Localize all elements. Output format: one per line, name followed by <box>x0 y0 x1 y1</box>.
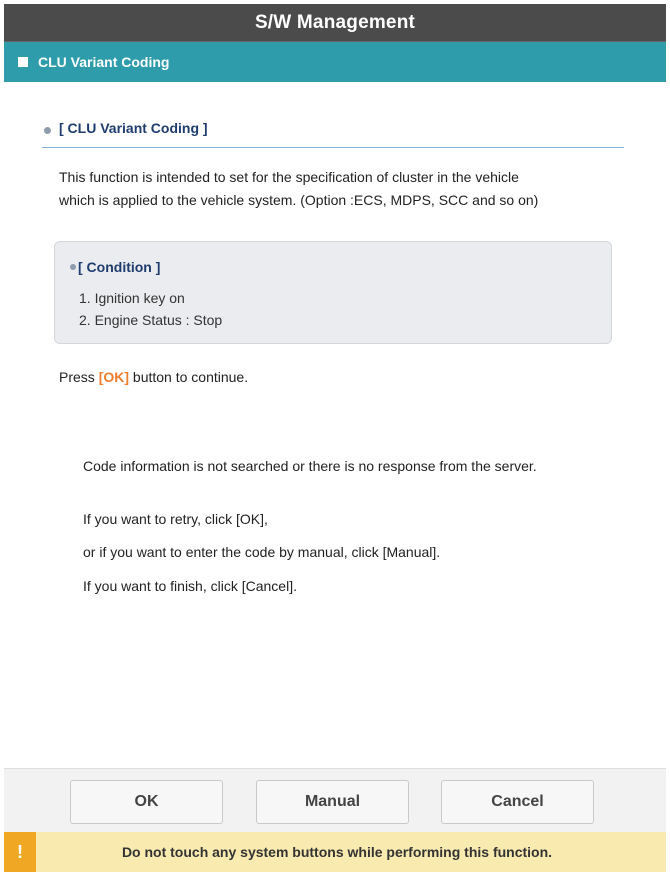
warning-icon: ! <box>4 832 36 872</box>
bullet-dot-icon <box>44 127 51 134</box>
button-footer <box>4 768 666 832</box>
section-header <box>42 120 624 148</box>
message-line-4: If you want to finish, click [Cancel]. <box>83 578 297 594</box>
subheader-bar <box>4 42 666 82</box>
bullet-dot-icon <box>70 264 76 270</box>
continue-instruction <box>59 369 248 385</box>
ok-button[interactable]: OK <box>70 780 223 824</box>
condition-box <box>54 241 612 344</box>
message-line-2: If you want to retry, click [OK], <box>83 511 268 527</box>
function-description <box>59 166 629 212</box>
section-title: [ CLU Variant Coding ] <box>59 120 208 136</box>
cancel-button[interactable]: Cancel <box>441 780 594 824</box>
manual-button[interactable]: Manual <box>256 780 409 824</box>
condition-title: [ Condition ] <box>78 259 161 275</box>
instruction-prefix: Press <box>59 369 99 385</box>
subheader-label: CLU Variant Coding <box>38 54 170 70</box>
content-area <box>4 82 666 768</box>
condition-list <box>79 287 222 331</box>
warning-bar <box>4 832 666 872</box>
condition-item: 2. Engine Status : Stop <box>79 312 223 328</box>
square-bullet-icon <box>18 57 28 67</box>
condition-item: 1. Ignition key on <box>79 290 185 306</box>
window-title: S/W Management <box>254 11 416 33</box>
message-line-1: Code information is not searched or there is no response from the server. <box>83 458 537 474</box>
instruction-ok-highlight: [OK] <box>98 369 130 385</box>
description-line-1: This function is intended to set for the specification of cluster in the vehicle <box>59 169 519 185</box>
warning-text: Do not touch any system buttons while performing this function. <box>121 844 553 860</box>
window-title-bar <box>4 4 666 42</box>
instruction-suffix: button to continue. <box>129 369 249 385</box>
condition-header <box>70 259 160 275</box>
description-line-2: which is applied to the vehicle system. (Option :ECS, MDPS, SCC and so on) <box>59 192 539 208</box>
message-line-3: or if you want to enter the code by manual, click [Manual]. <box>83 544 441 560</box>
